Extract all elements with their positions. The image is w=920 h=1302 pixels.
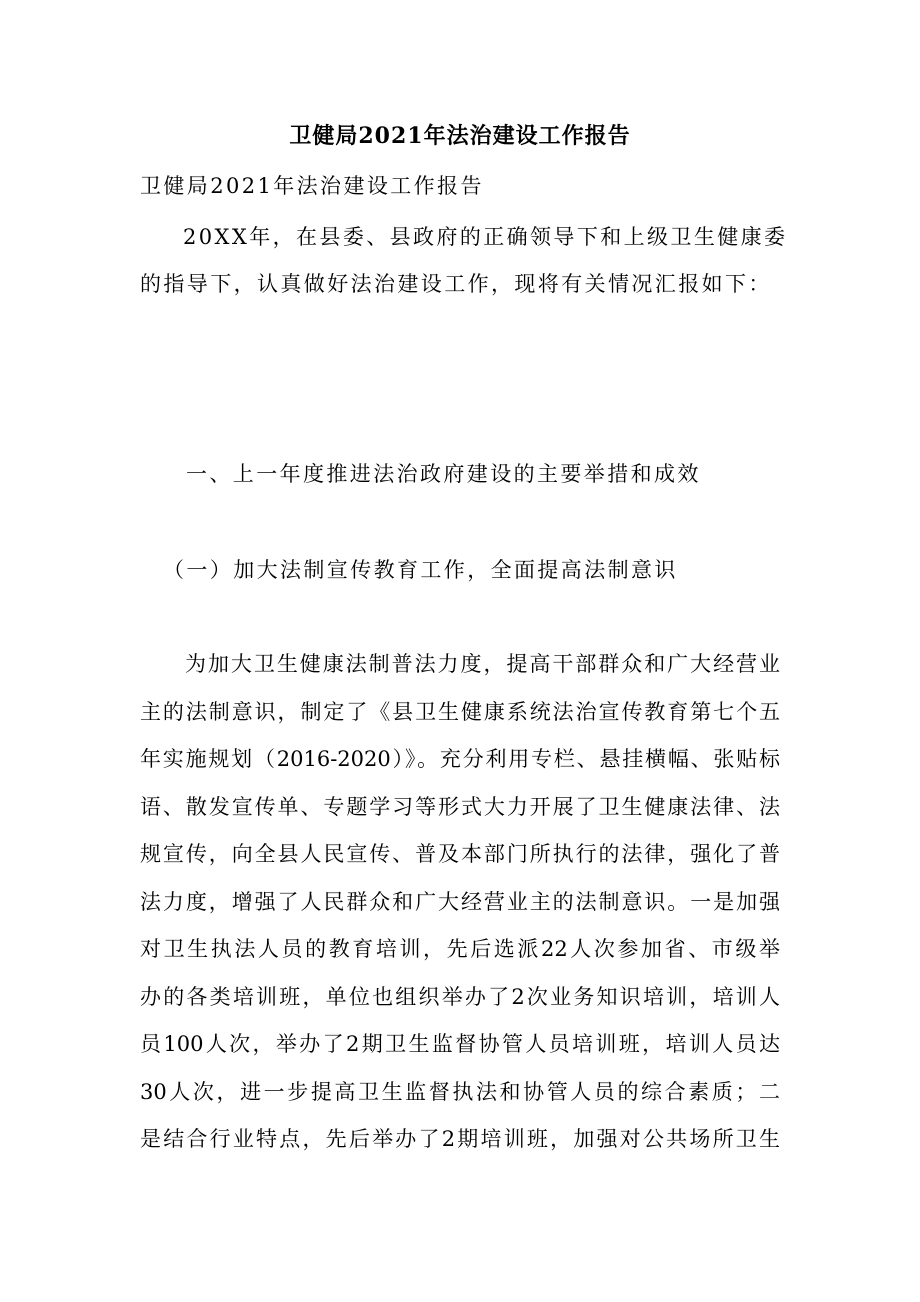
body-line: 法力度，增强了人民群众和广大经营业主的法制意识。一是加强 — [140, 890, 780, 914]
body-line: 30人次，进一步提高卫生监督执法和协管人员的综合素质；二 — [140, 1080, 780, 1104]
body-line: 主的法制意识，制定了《县卫生健康系统法治宣传教育第七个五 — [140, 700, 780, 724]
section-heading: 一、上一年度推进法治政府建设的主要举措和成效 — [186, 462, 701, 486]
document-title: 卫健局2021年法治建设工作报告 — [289, 123, 631, 149]
body-line: 为加大卫生健康法制普法力度，提高干部群众和广大经营业 — [185, 652, 780, 676]
body-line: 办的各类培训班，单位也组织举办了2次业务知识培训，培训人 — [140, 985, 780, 1009]
body-line: 员100人次，举办了2期卫生监督协管人员培训班，培训人员达 — [140, 1032, 780, 1056]
document-subtitle: 卫健局2021年法治建设工作报告 — [140, 174, 484, 198]
body-line: 年实施规划（2016-2020）》。充分利用专栏、悬挂横幅、张贴标 — [140, 747, 780, 771]
intro-line: 20XX年，在县委、县政府的正确领导下和上级卫生健康委 — [183, 225, 788, 249]
body-line: 是结合行业特点，先后举办了2期培训班，加强对公共场所卫生 — [140, 1127, 780, 1151]
body-line: 语、散发宣传单、专题学习等形式大力开展了卫生健康法律、法 — [140, 795, 780, 819]
body-line: 对卫生执法人员的教育培训，先后选派22人次参加省、市级举 — [140, 937, 780, 961]
body-line: 规宣传，向全县人民宣传、普及本部门所执行的法律，强化了普 — [140, 842, 780, 866]
subsection-heading: （一）加大法制宣传教育工作，全面提高法制意识 — [163, 558, 678, 582]
intro-line: 的指导下，认真做好法治建设工作，现将有关情况汇报如下： — [140, 272, 772, 296]
